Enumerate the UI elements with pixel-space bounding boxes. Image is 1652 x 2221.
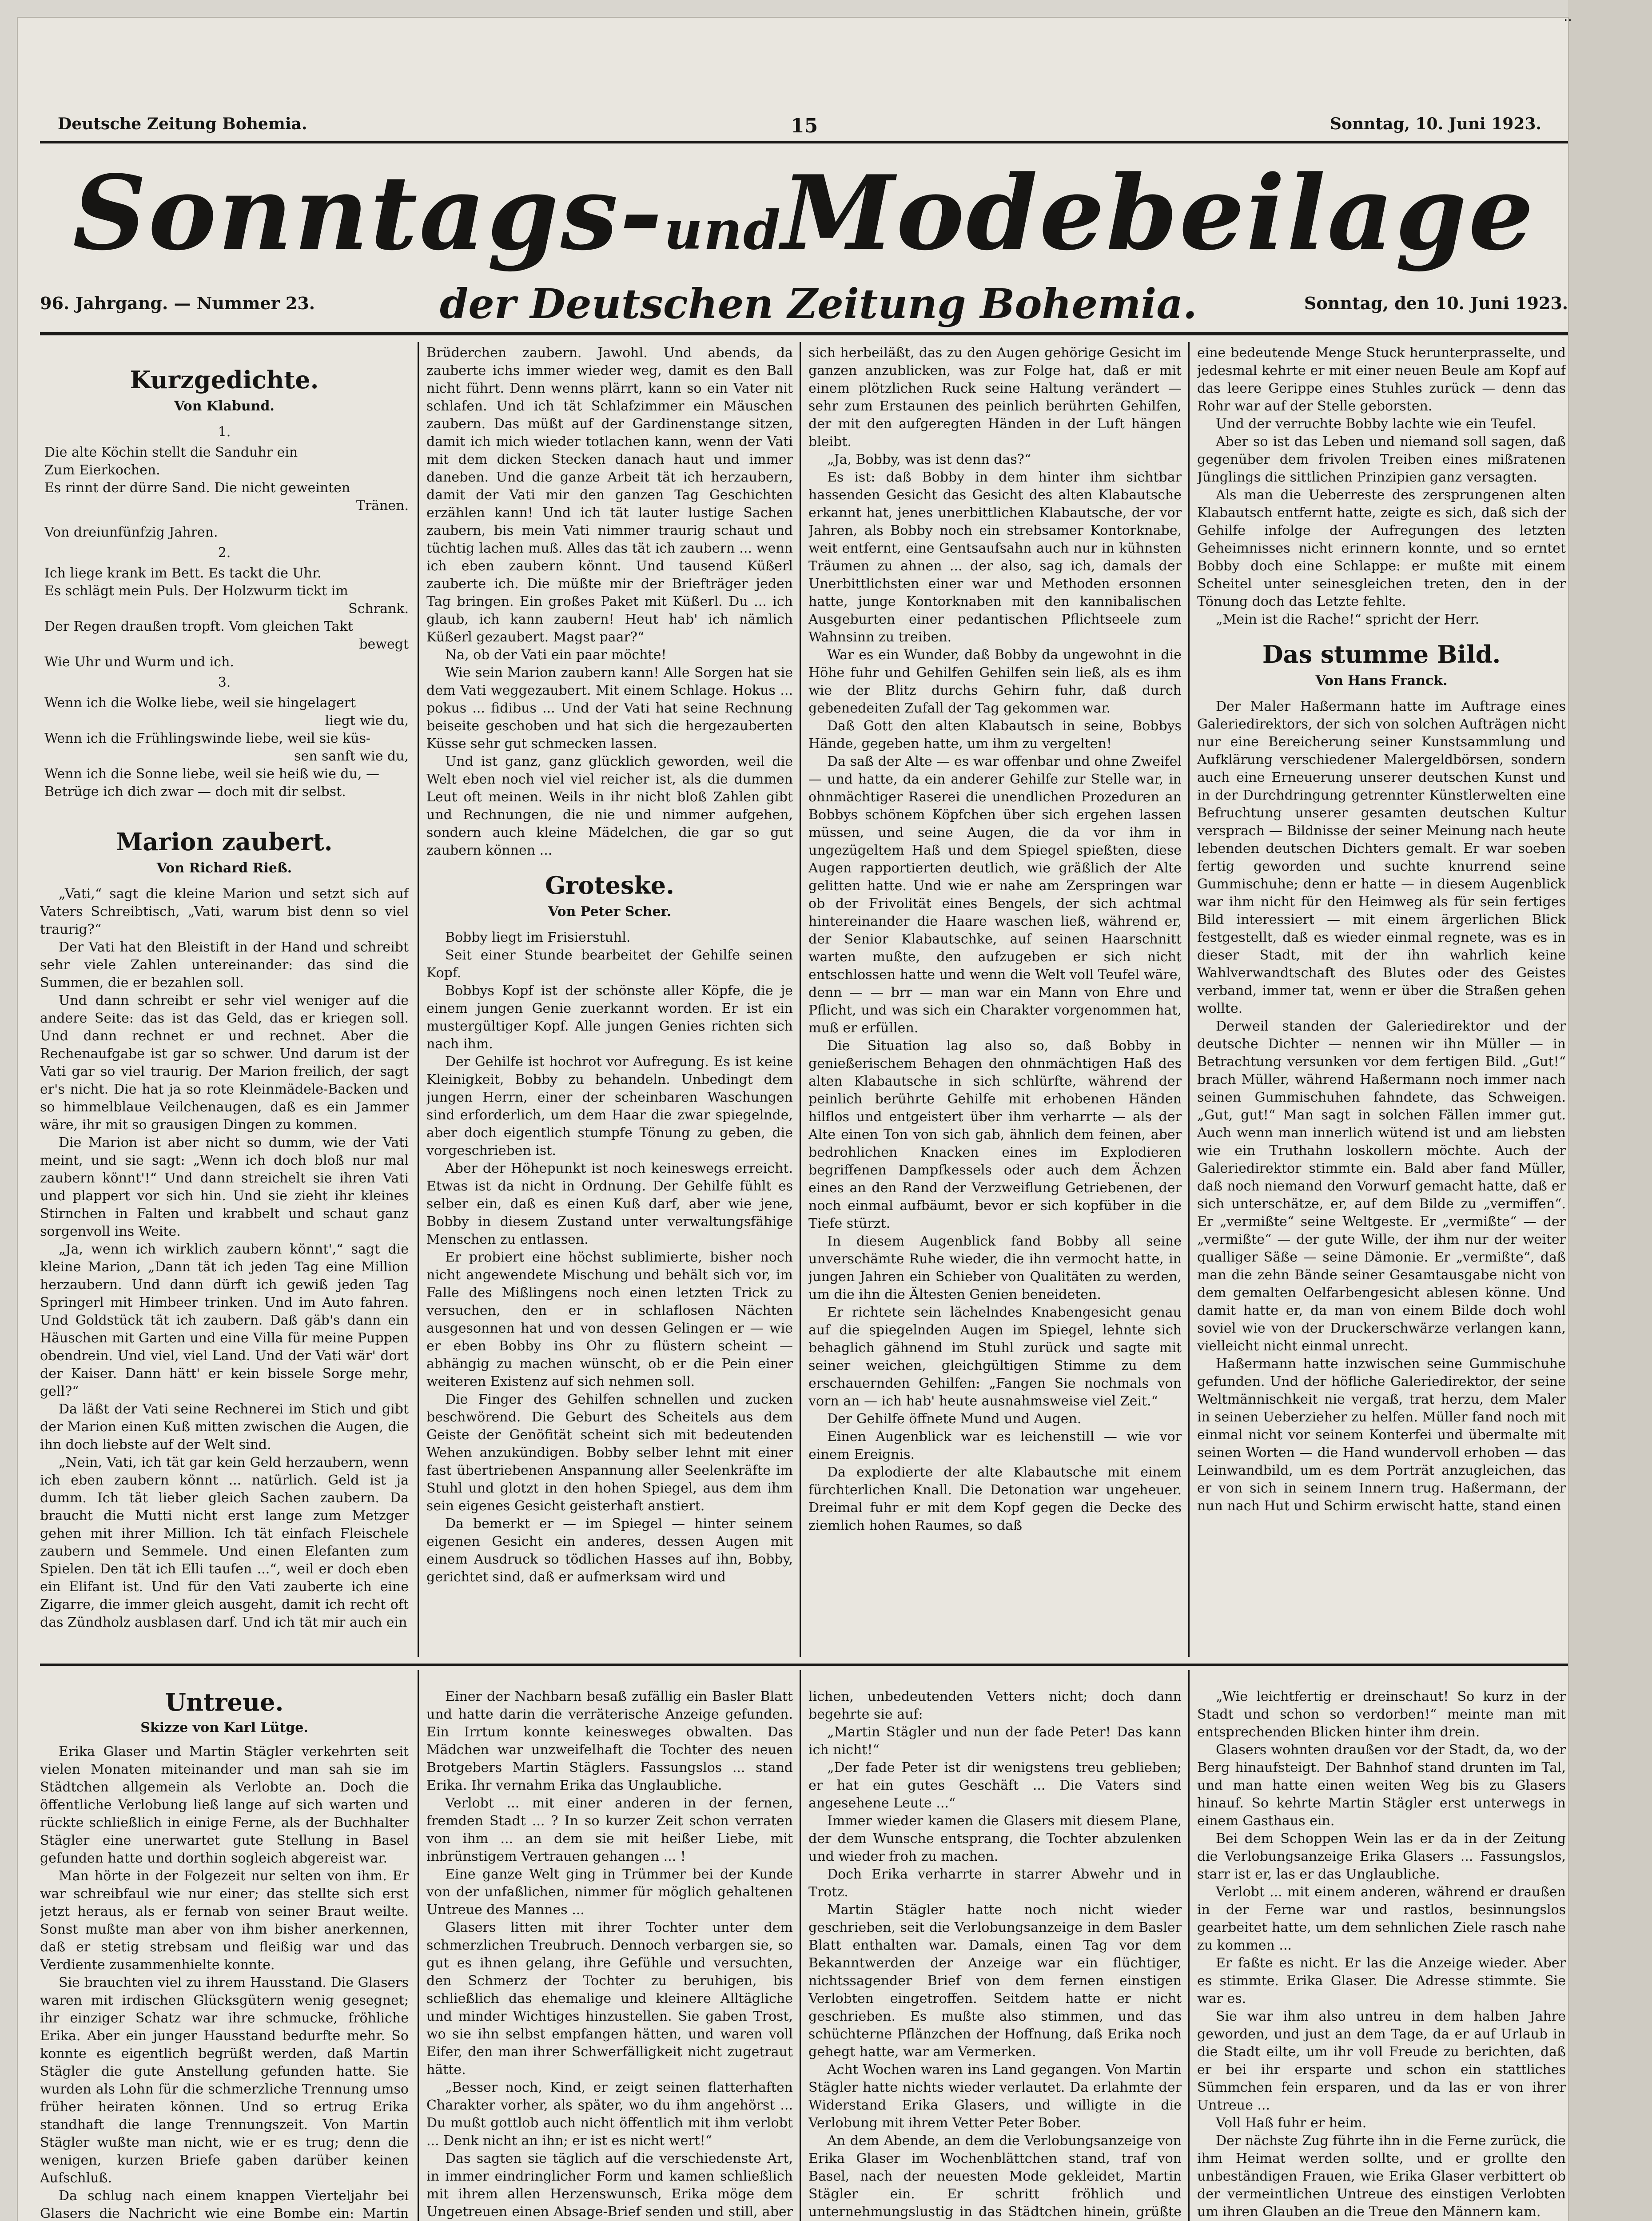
paragraph: Da schlug nach einem knappen Vierteljahr bei Glasers die Nachricht wie eine Bombe ein: Martin (40, 2188, 409, 2221)
paragraph: Die Marion ist aber nicht so dumm, wie der Vati meint, und sie sagt: „Wenn ich doch bloß nur mal zaubern könnt'!“ Und dann streichelt sie ihren Vati und plappert vor sich hin. Und sie zieht ihr kleines Stirnchen in Falten und krabbelt und schaut ganz sorgenvoll ins Weite. (40, 1135, 409, 1239)
lower-column-1 (40, 1688, 409, 2221)
paragraph: „Martin Stägler und nun der fade Peter! Das kann ich nicht!“ (808, 1724, 1182, 1758)
paragraph: Es ist: daß Bobby in dem hinter ihm sichtbar hassenden Gesicht das Gesicht des alten Klabautsche erkannt hat, jenes unerbittlichen Klabautsche, der vor Jahren, als Bobby noch ein strebsamer Kontorknabe, weit entfernt, eine Gentsaufsahn auch nur in kühnsten Träumen zu ahnen ... der also, sag ich, damals der Unerbittlichsten einer war und Methoden ersonnen hatte, junge Kontorknaben mit den kannibalischen Ausgeburten einer pedantischen Pflichtseele zum Wahnsinn zu treiben. (808, 470, 1182, 645)
paragraph: Als man die Ueberreste des zersprungenen alten Klabautsch entfernt hatte, zeigte es sich, daß sich der Gehilfe infolge der Aufregungen des letzten Geheimnisses nicht erinnern konnte, und so erntet Bobby doch eine Schlappe: er mußte mit einem Scheitel unter seinesgleichen treten, den in der Tönung doch das Letzte fehlte. (1197, 487, 1566, 609)
paragraph: Bobbys Kopf ist der schönste aller Köpfe, die je einem jungen Genie zuerkannt worden. Er ist ein mustergültiger Kopf. Alle jungen Genies richten sich nach ihm. (426, 983, 793, 1052)
paragraph: Man hörte in der Folgezeit nur selten von ihm. Er war schreibfaul wie nur einer; das stellte sich erst jetzt heraus, als er fernab von seiner Braut weilte. Sonst mußte man aber von ihm bisher anerkennen, daß er stetig strebsam und fleißig war und das Verdiente zusammenhielte konnte. (40, 1868, 409, 1973)
lower-column-2 (426, 1688, 793, 2221)
poem-3 (40, 694, 409, 801)
paragraph: Daß Gott den alten Klabautsch in seine, Bobbys Hände, gegeben hatte, um ihm zu vergelten! (808, 718, 1182, 752)
poem-line: Wenn ich die Frühlingswinde liebe, weil sie küs- (44, 731, 371, 746)
poem-line: Schrank. (348, 601, 409, 617)
stumme-bild-byline: Von Hans Franck. (1315, 673, 1448, 689)
column-1 (40, 344, 409, 1659)
kurzgedichte-byline: Von Klabund. (174, 398, 275, 414)
paragraph: Bobby liegt im Frisierstuhl. (445, 930, 631, 945)
paragraph: Aber so ist das Leben und niemand soll sagen, daß gegenüber dem frivolen Treiben eines mißratenen Jünglings die sittlichen Prinzipien ganz versagten. (1197, 434, 1566, 485)
poem-line: Wenn ich die Sonne liebe, weil sie heiß wie du, — (44, 766, 380, 782)
poem-line: bewegt (359, 637, 409, 652)
paragraph: Einen Augenblick war es leichenstill — wie vor einem Ereignis. (808, 1429, 1182, 1462)
paragraph: Der nächste Zug führte ihn in die Ferne zurück, die ihm Heimat werden sollte, und er grollte den unbeständigen Frauen, wie Erika Glaser verbittert ob der vermeintlichen Untreue des einstigen Verlobten um ihren Glauben an die Treue den Männern kam. (1197, 2133, 1566, 2220)
paragraph: Da saß der Alte — es war offenbar und ohne Zweifel — und hatte, da ein anderer Gehilfe zur Stelle war, in ohnmächtiger Raserei die unendlichen Prozeduren an Bobbys schönem Köpfchen über sich ergehen lassen müssen, und seine Augen, die da vor ihm in ungezügeltem Haß und dem Spiegel spießten, diese Augen rapportierten deutlich, wie gräßlich der Alte gelitten hatte. Und wie er nahe am Zerspringen war ob der Frivolität eines Bengels, der sich achtmal hintereinander die Haare waschen ließ, während er, der Senior Klabautschke, auf seinen Haarschnitt warten mußte, den aufzugeben er sich nicht entschlossen hatte und wenn die Welt voll Teufel wäre, denn — — brr — man war ein Mann von Ehre und Pflicht, und was sich ein Charakter vorgenommen hat, muß er erfüllen. (808, 754, 1182, 1036)
paragraph: Und ist ganz, ganz glücklich geworden, weil die Welt eben noch viel viel reicher ist, als die dummen Leut oft meinen. Weils in ihr nicht bloß Zahlen gibt und Rechnungen, die nie und nimmer aufgehen, sondern auch kleine Mädelchen, die gar so gut zaubern können ... (426, 754, 793, 858)
paragraph: Acht Wochen waren ins Land gegangen. Von Martin Stägler hatte nichts wieder verlautet. Da erlahmte der Widerstand Erika Glasers, und willigte in die Verlobung mit ihrem Vetter Peter Bober. (808, 2062, 1182, 2131)
column-3 (808, 344, 1182, 1659)
groteske-byline: Von Peter Scher. (548, 904, 672, 919)
marion-title: Marion zaubert. (116, 828, 333, 856)
paragraph: „Vati,“ sagt die kleine Marion und setzt sich auf Vaters Schreibtisch, „Vati, warum bist denn so viel traurig?“ (40, 886, 409, 937)
paragraph: Da explodierte der alte Klabautsche mit einem fürchterlichen Knall. Die Detonation war ungeheuer. Dreimal fuhr er mit dem Kopf gegen die Decke des ziemlich hohen Raumes, so daß (808, 1465, 1182, 1533)
column-2 (426, 344, 793, 1659)
poem-line: Wie Uhr und Wurm und ich. (44, 654, 234, 670)
paragraph: Er faßte es nicht. Er las die Anzeige wieder. Aber es stimmte. Erika Glaser. Die Adresse stimmte. Sie war es. (1197, 1955, 1566, 2006)
running-header (40, 111, 1568, 142)
paragraph: Da bemerkt er — im Spiegel — hinter seinem eigenen Gesicht ein anderes, dessen Augen mit einem Ausdruck so tödlichen Hasses auf ihn, Bobby, gerichtet sind, daß er aufmerksam wird und (426, 1516, 793, 1585)
poem-line: Von dreiunfünfzig Jahren. (44, 525, 218, 540)
paragraph: Der Gehilfe ist hochrot vor Aufregung. Es ist keine Kleinigkeit, Bobby zu behandeln. Unbedingt dem jungen Herrn, einer der scheinbaren Waschungen sind erforderlich, um dem Haar die zwar spiegelnde, aber doch eigentlich stumpfe Tönung zu geben, die vorgeschrieben ist. (426, 1054, 793, 1158)
column-rule-2 (800, 342, 801, 1657)
lower-column-rule-2 (800, 1670, 801, 2221)
poem-line: Die alte Köchin stellt die Sanduhr ein (44, 445, 298, 460)
masthead-und: und (664, 199, 782, 262)
paragraph: Aber der Höhepunkt ist noch keineswegs erreicht. Etwas ist da nicht in Ordnung. Der Gehilfe fühlt es selber ein, daß es einen Kuß darf, aber wie jene, Bobby in diesem Zustand unter verwaltungsfähige Menschen zu entlassen. (426, 1161, 793, 1247)
paragraph: Bei dem Schoppen Wein las er da in der Zeitung die Verlobungsanzeige Erika Glasers ... Fassungslos, starr ist er, las er das Unglaubliche. (1197, 1831, 1566, 1882)
poem-line: Es rinnt der dürre Sand. Die nicht geweinten (44, 480, 350, 496)
paragraph: Einer der Nachbarn besaß zufällig ein Basler Blatt und hatte darin die verräterische Anzeige gefunden. Ein Irrtum konnte keinesweges obwalten. Das Mädchen war unzweifelhaft die Tochter des neuen Brotgebers Martin Stäglers. Fassungslos ... stand Erika. Ihr vernahm Erika das Unglaubliche. (426, 1689, 793, 1793)
paragraph: Martin Stägler hatte noch nicht wieder geschrieben, seit die Verlobungsanzeige in dem Basler Blatt enthalten war. Damals, einen Tag vor dem Bekanntwerden der Anzeige war ein flüchtiger, nichtssagender Brief von dem fernen einstigen Verlobten eingetroffen. Seitdem hatte er nicht geschrieben. Es mußte also stimmen, und das schüchterne Pflänzchen der Hoffnung, daß Erika noch gehegt hatte, war am Vermerken. (808, 1902, 1182, 2060)
paragraph: Doch Erika verharrte in starrer Abwehr und in Trotz. (808, 1867, 1182, 1900)
poem-line: Betrüge ich dich zwar — doch mit dir selbst. (44, 784, 346, 800)
paragraph: „Ja, wenn ich wirklich zaubern könnt',“ sagt die kleine Marion, „Dann tät ich jeden Tag eine Million herzaubern. Und dann dürft ich gewiß jeden Tag Springerl mit Himbeer trinken. Und im Auto fahren. Und Goldstück tät ich zaubern. Daß gäb's dann ein Häuschen mit Garten und eine Villa für meine Puppen obendrein. Und viel, viel Land. Und der Vati wär' dort der Kaiser. Dann hätt' er kein bissele Sorge mehr, gell?“ (40, 1242, 409, 1399)
poem-number: 1. (218, 424, 231, 440)
lower-column-4 (1197, 1688, 1566, 2221)
kurzgedichte-title: Kurzgedichte. (130, 366, 319, 394)
marion-byline: Von Richard Rieß. (156, 860, 292, 876)
paragraph: „Wie leichtfertig er dreinschaut! So kurz in der Stadt und schon so verdorben!“ meinte man mit entsprechenden Blicken hinter ihm drein. (1197, 1689, 1566, 1740)
poem-line: Der Regen draußen tropft. Vom gleichen Takt (44, 619, 353, 634)
paragraph: An dem Abende, an dem die Verlobungsanzeige von Erika Glaser im Wochenblättchen stand, traf von Basel, nach der neuesten Mode gekleidet, Martin Stägler ein. Er schritt fröhlich und unternehmungslustig in das Städtchen hinein, grüßte (808, 2133, 1182, 2220)
print-mark: .. (1564, 9, 1572, 24)
paragraph: In diesem Augenblick fand Bobby all seine unverschämte Ruhe wieder, die ihn vermocht hatte, in jungen Jahren ein Schieber von Qualitäten zu werden, um die ihn die Ältesten Genien beneideten. (808, 1234, 1182, 1302)
poem-2 (40, 565, 409, 671)
paragraph: „Ja, Bobby, was ist denn das?“ (827, 452, 1031, 467)
paragraph: War es ein Wunder, daß Bobby da ungewohnt in die Höhe fuhr und Gehilfen Gehilfen sein ließ, als es ihm wie der Blitz durchs Gehirn fuhr, daß durch gebenedeiten Zufall der Tag gekommen war. (808, 647, 1182, 716)
masthead-title (40, 147, 1568, 280)
lower-column-rule-1 (418, 1670, 419, 2221)
poem-line: Tränen. (356, 498, 409, 513)
paragraph: Sie war ihm also untreu in dem halben Jahre geworden, und just an dem Tage, da er auf Urlaub in die Stadt eilte, um ihr voll Freude zu berichten, daß er bei ihr ersparte und schon ein stattliches Sümmchen fein ersparen, und da las er von ihrer Untreue ... (1197, 2009, 1566, 2113)
paragraph: „Besser noch, Kind, er zeigt seinen flatterhaften Charakter vorher, als später, wo du ihm angehörst ... Du mußt gottlob auch nicht öffentlich mit ihm verlobt ... Denk nicht an ihn; er ist es nicht wert!“ (426, 2080, 793, 2149)
poem-line: Es schlägt mein Puls. Der Holzwurm tickt im (44, 583, 348, 599)
page-number: 15 (791, 115, 818, 137)
paragraph: Er richtete sein lächelndes Knabengesicht genau auf die spiegelnden Augen im Spiegel, lehnte sich behaglich gähnend im Stuhl zurück und sagte mit seiner weichen, gleichgültigen Stimme zu dem erschauernden Gehilfen: „Fangen Sie nochmals von vorn an — ich hab' heute ausnahmsweise viel Zeit.“ (808, 1305, 1182, 1409)
paragraph: Wie sein Marion zaubern kann! Alle Sorgen hat sie dem Vati weggezaubert. Mit einem Schlage. Hokus ... pokus ... fidibus ... Und der Vati hat seine Rechnung beiseite geschoben und hat sich die hergezauberten Küsse sehr gut schmecken lassen. (426, 665, 793, 752)
column-4 (1197, 344, 1566, 1659)
stumme-bild-title: Das stumme Bild. (1262, 640, 1501, 669)
paragraph: „Nein, Vati, ich tät gar kein Geld herzaubern, wenn ich eben zaubern könnt ... natürlich. Geld ist ja dumm. Ich tät lieber gleich Sachen zaubern. Da braucht die Mutti nicht erst lange zum Metzger gehen mit ihrer Million. Ich tät einfach Fleischele zaubern und Semmele. Und einen Elefanten zum Spielen. Den tät ich Elli taufen ...“, weil er doch eben ein Elifant ist. Und für den Vati zauberte ich eine Zigarre, die immer gleich ausgeht, damit ich recht oft das Zündholz ausblasen darf. Und ich tät mir auch ein (40, 1455, 409, 1630)
paragraph: Das sagten sie täglich auf die verschiedenste Art, in immer eindringlicher Form und kamen schließlich mit ihrem allen Herzenswunsch, Erika möge dem Ungetreuen einen Absage-Brief senden und still, aber (426, 2151, 793, 2220)
paragraph: Glasers litten mit ihrer Tochter unter dem schmerzlichen Treubruch. Dennoch verbargen sie, so gut es ihnen gelang, ihre Gefühle und versuchten, den Schmerz der Tochter zu beruhigen, bis schließlich das ehemalige und kleinere Alltägliche und minder Wichtiges hinzustellen. Sie gaben Trost, wo sie ihn selbst empfangen hätten, und waren voll Eifer, den man ihrer Schwerfälligkeit nicht zugetraut hätte. (426, 1920, 793, 2078)
paragraph: Sie brauchten viel zu ihrem Hausstand. Die Glasers waren mit irdischen Glücksgütern wenig gesegnet; ihr einziger Schatz war ihre schmucke, fröhliche Erika. Aber ein junger Hausstand bedurfte mehr. So konnte es eigentlich begrüßt werden, daß Martin Stägler die gute Anstellung gefunden hatte. Sie wurden als Lohn für die schmerzliche Trennung umso früher heiraten können. Und so ertrug Erika standhaft die lange Trennungszeit. Von Martin Stägler wußte man nicht, wie er es trug; denn die wenigen, kurzen Briefe gaben darüber keinen Aufschluß. (40, 1975, 409, 2186)
paragraph: Und der verruchte Bobby lachte wie ein Teufel. (1216, 416, 1537, 432)
section-rule (40, 1664, 1568, 1666)
lower-column-rule-3 (1188, 1670, 1190, 2221)
paragraph: sich herbeiläßt, das zu den Augen gehörige Gesicht im ganzen anzublicken, was zur Folge hat, daß er mit einem plötzlichen Ruck seine Haltung verändert — sehr zum Erstaunen des peinlich berührten Gehilfen, der mit den aufgeregten Händen in der Luft hängen bleibt. (808, 345, 1182, 450)
poem-1 (40, 444, 409, 541)
masthead-subtitle: der Deutschen Zeitung Bohemia. (440, 280, 1197, 328)
paragraph: Voll Haß fuhr er heim. (1216, 2115, 1367, 2131)
paragraph: Verlobt ... mit einem anderen, während er draußen in der Ferne war und rastlos, besinnungslos gearbeitet hatte, um dem sehnlichen Ziele rasch nahe zu kommen ... (1197, 1884, 1566, 1953)
paragraph: eine bedeutende Menge Stuck herunterprasselte, und jedesmal kehrte er mit einer neuen Beule am Kopf auf das leere Gerippe eines Stuhles zurück — denn das Rohr war auf der Stelle geborsten. (1197, 345, 1566, 414)
paragraph: Die Finger des Gehilfen schnellen und zucken beschwörend. Die Geburt des Scheitels aus dem Geiste der Genöfität scheint sich mit bedeutenden Wehen anzukündigen. Bobby selber lehnt mit einer fast übertriebenen Anspannung aller Seelenkräfte im Stuhl und glotzt in den hohen Spiegel, aus dem ihm sein eigenes Gesicht geisterhaft anstiert. (426, 1392, 793, 1514)
paragraph: Der Vati hat den Bleistift in der Hand und schreibt sehr viele Zahlen untereinander: das sind die Summen, die er bezahlen soll. (40, 939, 409, 991)
masthead-part1: Sonntags- (72, 153, 664, 273)
groteske-title: Groteske. (545, 871, 674, 900)
paragraph: Der Gehilfe öffnete Mund und Augen. (827, 1411, 1082, 1427)
paragraph: Der Maler Haßermann hatte im Auftrage eines Galeriedirektors, der sich von solchen Aufträgen nicht nur eine Bereicherung seiner Kunstsammlung und Aufklärung verschiedener Malergeldbörsen, sondern auch eine Erneuerung unserer deutschen Kunst und in der Durchdringung getrennter Künstlerwelten eine Befruchtung unserer gesamten deutschen Kultur versprach — Bildnisse der seiner Meinung nach heute lebenden deutschen Dichters gemalt. Er war soeben fertig geworden und suchte knurrend seine Gummischuhe; denn er hatte — in diesem Augenblick war ihm nicht für den Heimweg als für sein fertiges Bild interessiert — mit einem ärgerlichen Blick festgestellt, daß es wieder einmal regnete, was es in dieser Stadt, mit der ihn wahrlich keine Wahlverwandtschaft des Blutes oder des Geistes verband, immer tat, wenn er über die Straßen gehen wollte. (1197, 699, 1566, 1016)
poem-number: 3. (218, 675, 231, 690)
masthead-part2: Modebeilage (781, 153, 1536, 273)
masthead-subhead (40, 280, 1568, 328)
paragraph: Verlobt ... mit einer anderen in der fernen, fremden Stadt ... ? In so kurzer Zeit schon verraten von ihm ... an dem sie mit heißer Liebe, mit inbrünstigem Vertrauen gehangen ... ! (426, 1795, 793, 1864)
paragraph: Eine ganze Welt ging in Trümmer bei der Kunde von der unfaßlichen, nimmer für möglich gehaltenen Untreue des Mannes ... (426, 1867, 793, 1918)
paragraph: Derweil standen der Galeriedirektor und der deutsche Dichter — nennen wir ihn Müller — in Betrachtung versunken vor dem fertigen Bild. „Gut!“ brach Müller, während Haßermann noch immer nach seinen Gummischuhen fahndete, das Schweigen. „Gut, gut!“ Man sagt in solchen Fällen immer gut. Auch wenn man innerlich wütend ist und am liebsten wie ein Truthahn loskollern möchte. Auch der Galeriedirektor stimmte ein. Bald aber fand Müller, daß noch niemand den Vorwurf gemacht hatte, daß er sich unterschätze, er, auf dem Bilde zu „vermiffen“. Er „vermißte“ seine Weltgeste. Er „vermißte“ — der „vermißte“ — der gute Wille, der ihm nur der weiter qualliger Säße — seine Dämonie. Er „vermißte“, daß man die zehn Bände seiner Gesamtausgabe nicht von dem gemalten Oelfarbengesicht ablesen könne. Und damit hatte er, da man von einem Bilde doch wohl soviel wie von der Druckerschwärze verlangen kann, vielleicht nicht einmal unrecht. (1197, 1019, 1566, 1354)
paragraph: Brüderchen zaubern. Jawohl. Und abends, da zauberte ichs immer wieder weg, damit es den Ball nicht führt. Denn wenns plärrt, kann so ein Vater nit schlafen. Und ich tät Schlafzimmer ein Mäuschen zaubern. Das müßt auf der Gardinenstange sitzen, damit ich mich wieder totlachen kann, wenn der Vati mit dem dicken Stecken danach haut und immer daneben. Und die ganze Arbeit tät ich herzaubern, damit der Vati mir den ganzen Tag Geschichten erzählen kann! Und ich tät lauter lustige Sachen zaubern, bis mein Vati nimmer traurig schaut und tüchtig lachen muß. Alles das tät ich zaubern ... wenn ich eben zaubern könnt. Und tausend Küßerl zauberte ich. Die müßte mir der Briefträger jeden Tag bringen. Ein großes Paket mit Küßerl. Du ... ich glaub, ich kann zaubern! Heut hab' ich nämlich Küßerl gezaubert. Magst paar?“ (426, 345, 793, 645)
running-header-paper: Deutsche Zeitung Bohemia. (58, 115, 307, 133)
paragraph: Glasers wohnten draußen vor der Stadt, da, wo der Berg hinaufsteigt. Der Bahnhof stand drunten im Tal, und man hatte einen weiten Weg bis zu Glasers hinauf. So kehrte Martin Stägler erst unterwegs in einem Gasthaus ein. (1197, 1742, 1566, 1829)
paragraph: Er probiert eine höchst sublimierte, bisher noch nicht angewendete Mischung und behält sich vor, im Falle des Mißlingens noch einen letzten Trick zu versuchen, den er in schlaflosen Nächten ausgesonnen hat und von dessen Gelingen er — wie er eben Bobby ins Ohr zu flüstern scheint — abhängig zu machen wünscht, ob er die Pein einer weiteren Existenz auf sich nehmen soll. (426, 1250, 793, 1389)
paragraph: Na, ob der Vati ein paar möchte! (445, 647, 667, 663)
poem-line: liegt wie du, (325, 713, 409, 728)
scan-margin (1568, 0, 1652, 2221)
paragraph: Die Situation lag also so, daß Bobby in genießerischem Behagen den ohnmächtigen Haß des alten Klabautsche in sich schlürfte, während der peinlich berührte Gehilfe mit erhobenen Händen hilflos und entgeistert über ihm verharrte — als der Alte einen Ton von sich gab, ähnlich dem feinen, aber bedrohlichen Knacken eines im Explodieren begriffenen Dampfkessels oder auch dem Ächzen eines an den Rand der Verzweiflung Getriebenen, der noch einmal aufbäumt, bevor er sich kopfüber in die Tiefe stürzt. (808, 1038, 1182, 1231)
running-header-date: Sonntag, 10. Juni 1923. (1330, 115, 1541, 133)
untreue-title: Untreue. (165, 1688, 284, 1716)
masthead-rule (40, 332, 1568, 335)
lower-column-3 (808, 1688, 1182, 2221)
paragraph: lichen, unbedeutenden Vetters nicht; doch dann begehrte sie auf: (808, 1689, 1182, 1722)
untreue-byline: Skizze von Karl Lütge. (140, 1720, 308, 1735)
header-rule (40, 141, 1568, 143)
column-rule-3 (1188, 342, 1190, 1657)
paragraph: Und dann schreibt er sehr viel weniger auf die andere Seite: das ist das Geld, das er kriegen soll. Und dann rechnet er und rechnet. Aber die Rechenaufgabe ist gar so schwer. Und darum ist der Vati gar so viel traurig. Der Marion freilich, der sagt er's nicht. Die hat ja so rote Kleinmädele-Backen und so himmelblaue Veilchenaugen, daß es ein Jammer wäre, ihr mit so grausigen Dingen zu kommen. (40, 993, 409, 1133)
paragraph: Da läßt der Vati seine Rechnerei im Stich und gibt der Marion einen Kuß mitten zwischen die Augen, die ihn doch liebste auf der Welt sind. (40, 1401, 409, 1453)
issue-number: 96. Jahrgang. — Nummer 23. (40, 293, 315, 313)
paragraph: „Der fade Peter ist dir wenigstens treu geblieben; er hat ein gutes Geschäft ... Die Vaters sind angesehene Leute ...“ (808, 1760, 1182, 1811)
paragraph: Haßermann hatte inzwischen seine Gummischuhe gefunden. Und der höfliche Galeriedirektor, der seine Weltmännischkeit nie vergaß, trat herzu, dem Maler in seinen Ueberzieher zu helfen. Müller fand noch mit einmal nicht vor seinem Konterfei und übermalte mit seinen Worten — die Hand wundervoll erhoben — das Leinwandbild, um es dem Porträt anzugleichen, das er von sich in seinem Innern trug. Haßermann, der nun nach Hut und Schirm erwischt hatte, stand einen (1197, 1356, 1566, 1514)
paragraph: Immer wieder kamen die Glasers mit diesem Plane, der dem Wunsche entsprang, die Tochter abzulenken und wieder froh zu machen. (808, 1813, 1182, 1864)
poem-line: Wenn ich die Wolke liebe, weil sie hingelagert (44, 695, 356, 711)
paragraph: „Mein ist die Rache!“ spricht der Herr. (1216, 612, 1480, 627)
issue-date: Sonntag, den 10. Juni 1923. (1304, 293, 1568, 313)
paragraph: Seit einer Stunde bearbeitet der Gehilfe seinen Kopf. (426, 947, 793, 981)
poem-line: sen sanft wie du, (294, 748, 409, 764)
poem-number: 2. (218, 545, 231, 561)
poem-line: Zum Eierkochen. (44, 462, 160, 478)
poem-line: Ich liege krank im Bett. Es tackt die Uhr. (44, 565, 322, 581)
column-rule-1 (418, 342, 419, 1657)
paragraph: Erika Glaser und Martin Stägler verkehrten seit vielen Monaten miteinander und man sah sie im Städtchen allgemein als Verlobte an. Doch die öffentliche Verlobung ließ lange auf sich warten und rückte schließlich in einige Ferne, als der Buchhalter Stägler eine unerwartet gute Stellung in Basel gefunden hatte und dorthin sogleich abgereist war. (40, 1744, 409, 1866)
